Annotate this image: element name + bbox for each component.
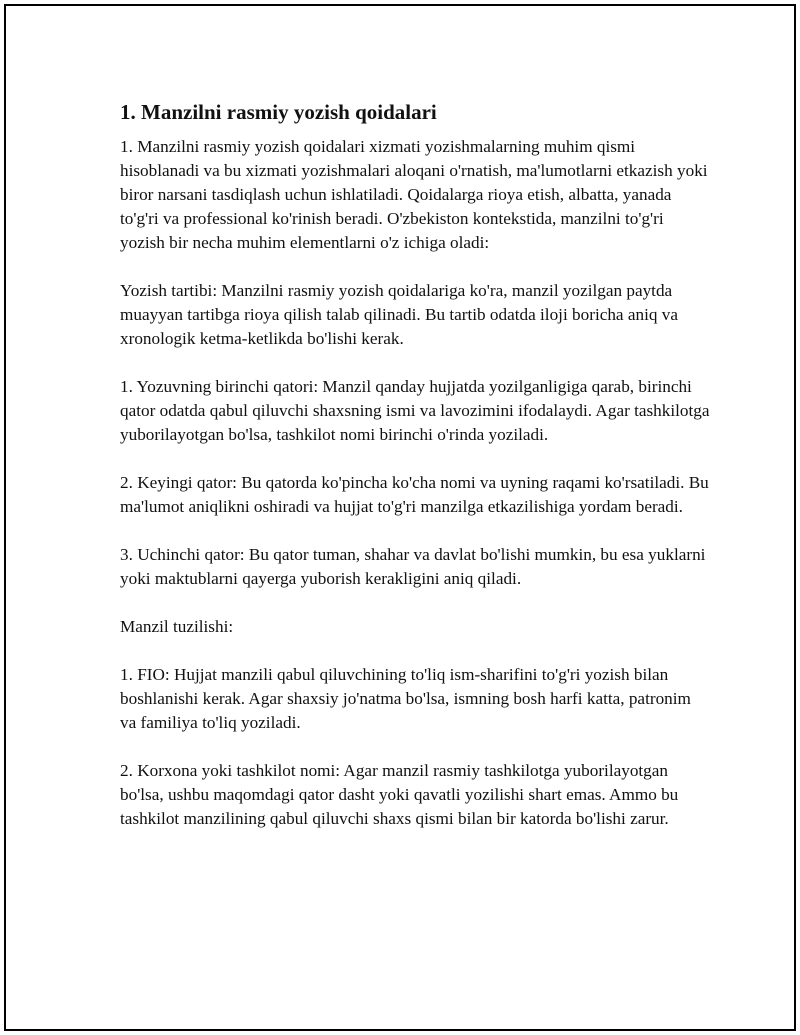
paragraph-first-line: 1. Yozuvning birinchi qatori: Manzil qanday hujjatda yozilganligiga qarab, birinchi qator odatda qabul qiluvchi shaxsning ismi va lavozimini ifodalaydi. Agar tashkilotga yuborilayotgan bo'lsa, tashkilot nomi birinchi o'rinda yoziladi. (120, 377, 710, 444)
paragraph-third-line: 3. Uchinchi qator: Bu qator tuman, shahar va davlat bo'lishi mumkin, bu esa yuklarni yoki maktublarni qayerga yuborish kerakligini aniq qiladi. (120, 545, 706, 588)
paragraph-structure-heading: Manzil tuzilishi: (120, 617, 234, 636)
document-body (120, 98, 710, 831)
paragraph-writing-order: Yozish tartibi: Manzilni rasmiy yozish qoidalariga ko'ra, manzil yozilgan paytda muayyan tartibga rioya qilish talab qilinadi. Bu tartib odatda iloji boricha aniq va xronologik ketma-ketlikda bo'lishi kerak. (120, 281, 678, 348)
document-heading: 1. Manzilni rasmiy yozish qoidalari (120, 100, 437, 124)
paragraph-organization: 2. Korxona yoki tashkilot nomi: Agar manzil rasmiy tashkilotga yuborilayotgan bo'lsa, ushbu maqomdagi qator dasht yoki qavatli yozilishi shart emas. Ammo bu tashkilot manzilining qabul qiluvchi shaxs qismi bilan bir katorda bo'lishi zarur. (120, 761, 679, 828)
page-frame (4, 4, 796, 1031)
paragraph-fio: 1. FIO: Hujjat manzili qabul qiluvchining to'liq ism-sharifini to'g'ri yozish bilan boshlanishi kerak. Agar shaxsiy jo'natma bo'lsa, ismning bosh harfi katta, patronim va familiya to'liq yoziladi. (120, 665, 691, 732)
paragraph-next-line: 2. Keyingi qator: Bu qatorda ko'pincha ko'cha nomi va uyning raqami ko'rsatiladi. Bu ma'lumot aniqlikni oshiradi va hujjat to'g'ri manzilga etkazilishiga yordam beradi. (120, 473, 709, 516)
paragraph-intro: 1. Manzilni rasmiy yozish qoidalari xizmati yozishmalarning muhim qismi hisoblanadi va bu xizmati yozishmalari aloqani o'rnatish, ma'lumotlarni etkazish yoki biror narsani tasdiqlash uchun ishlatiladi. Qoidalarga rioya etish, albatta, yanada to'g'ri va professional ko'rinish beradi. O'zbekiston kontekstida, manzilni to'g'ri yozish bir necha muhim elementlarni o'z ichiga oladi: (120, 137, 708, 252)
